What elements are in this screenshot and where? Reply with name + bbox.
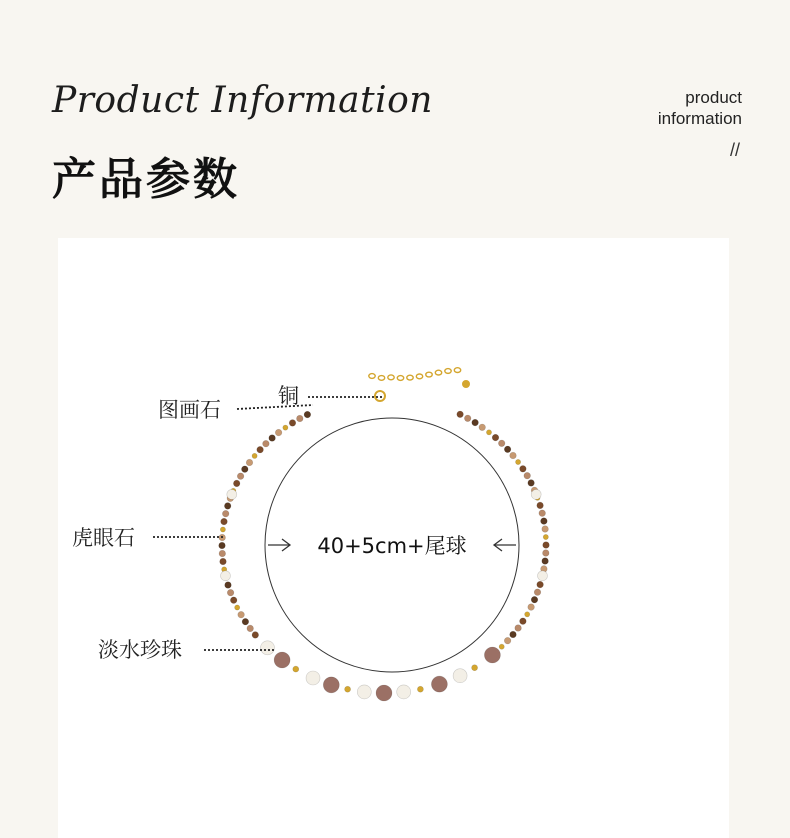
- stone-bead: [230, 597, 237, 604]
- gold-bead: [525, 612, 530, 617]
- stone-bead: [225, 582, 232, 589]
- stone-bead: [219, 542, 226, 549]
- stone-bead: [515, 625, 522, 632]
- agate-bead: [376, 685, 392, 701]
- stone-bead: [227, 589, 234, 596]
- right-arrow: [494, 539, 516, 551]
- extension-chain: [369, 368, 470, 401]
- chain-link: [388, 375, 394, 380]
- stone-bead: [304, 411, 311, 418]
- pearl-bead: [531, 489, 541, 499]
- stone-bead: [504, 446, 511, 453]
- label-picture-stone: 图画石: [158, 398, 221, 422]
- stone-bead: [289, 420, 296, 427]
- gold-bead: [252, 453, 257, 458]
- stone-bead: [297, 415, 304, 422]
- gold-bead: [516, 459, 521, 464]
- stone-bead: [539, 510, 546, 517]
- stone-bead: [542, 526, 549, 533]
- stone-bead: [269, 435, 276, 442]
- stone-bead: [543, 542, 550, 549]
- stone-bead: [492, 434, 499, 441]
- chain-link: [435, 370, 441, 375]
- stone-bead: [257, 446, 264, 453]
- stone-bead: [221, 518, 228, 525]
- stone-bead: [528, 604, 535, 611]
- stone-bead: [233, 480, 240, 487]
- chain-link: [445, 369, 451, 374]
- chain-link: [397, 376, 403, 381]
- stone-bead: [504, 637, 511, 644]
- page-title-en: Product Information: [52, 80, 433, 121]
- stone-bead: [457, 411, 464, 418]
- stone-bead: [220, 558, 227, 565]
- gold-bead: [235, 605, 240, 610]
- slash-mark: //: [729, 140, 740, 160]
- chain-link: [407, 375, 413, 380]
- pearl-bead: [538, 571, 548, 581]
- stone-bead: [510, 631, 517, 638]
- stone-bead: [510, 452, 517, 459]
- stone-bead: [479, 424, 486, 431]
- gold-bead: [499, 644, 504, 649]
- leader-picture-stone: [237, 405, 313, 409]
- stone-bead: [534, 589, 541, 596]
- stone-bead: [222, 510, 229, 517]
- stone-bead: [520, 466, 527, 473]
- stone-bead: [520, 618, 527, 625]
- stone-bead: [263, 440, 270, 447]
- gold-bead: [486, 430, 491, 435]
- agate-bead: [431, 676, 447, 692]
- stone-bead: [275, 429, 282, 436]
- gold-bead: [543, 534, 548, 539]
- stone-bead: [224, 503, 231, 510]
- stone-bead: [528, 480, 535, 487]
- label-tiger-eye: 虎眼石: [72, 526, 135, 550]
- stone-bead: [542, 558, 549, 565]
- stone-bead: [543, 550, 550, 557]
- stone-bead: [246, 459, 253, 466]
- pearl-bead: [397, 685, 411, 699]
- left-arrow: [268, 539, 290, 551]
- stone-bead: [531, 596, 538, 603]
- stone-bead: [464, 415, 471, 422]
- stone-bead: [237, 473, 244, 480]
- stone-bead: [242, 618, 249, 625]
- chain-link: [369, 374, 375, 379]
- gold-bead: [417, 686, 423, 692]
- side-note-line2: information: [657, 109, 742, 128]
- chain-link: [426, 372, 432, 377]
- stone-bead: [247, 625, 254, 632]
- label-pearl: 淡水珍珠: [98, 638, 182, 662]
- pearl-bead: [221, 571, 231, 581]
- chain-link: [454, 368, 460, 373]
- agate-bead: [323, 677, 339, 693]
- pearl-bead: [261, 641, 275, 655]
- pearl-bead: [306, 671, 320, 685]
- pearl-bead: [227, 489, 237, 499]
- gold-bead: [293, 666, 299, 672]
- stone-bead: [498, 440, 505, 447]
- stone-bead: [242, 466, 249, 473]
- size-label: 40+5cm+尾球: [317, 534, 467, 558]
- stone-bead: [472, 419, 479, 426]
- label-copper: 铜: [278, 384, 299, 408]
- agate-bead: [274, 652, 290, 668]
- lobster-clasp: [375, 391, 385, 401]
- tail-ball: [462, 380, 470, 388]
- chain-link: [378, 376, 384, 381]
- agate-bead: [484, 647, 500, 663]
- leader-lines: [153, 397, 383, 650]
- gold-bead: [220, 527, 225, 532]
- gold-bead: [345, 686, 351, 692]
- stone-bead: [219, 550, 226, 557]
- stone-bead: [537, 581, 544, 588]
- stone-bead: [238, 611, 245, 618]
- chain-link: [416, 374, 422, 379]
- stone-bead: [252, 632, 259, 639]
- stone-bead: [541, 518, 548, 525]
- pearl-bead: [357, 685, 371, 699]
- side-note-line1: product: [685, 88, 742, 107]
- page-title-cn: 产品参数: [52, 154, 240, 205]
- stone-bead: [537, 502, 544, 509]
- gold-bead: [283, 425, 288, 430]
- stone-bead: [524, 472, 531, 479]
- gold-bead: [472, 665, 478, 671]
- pearl-bead: [453, 669, 467, 683]
